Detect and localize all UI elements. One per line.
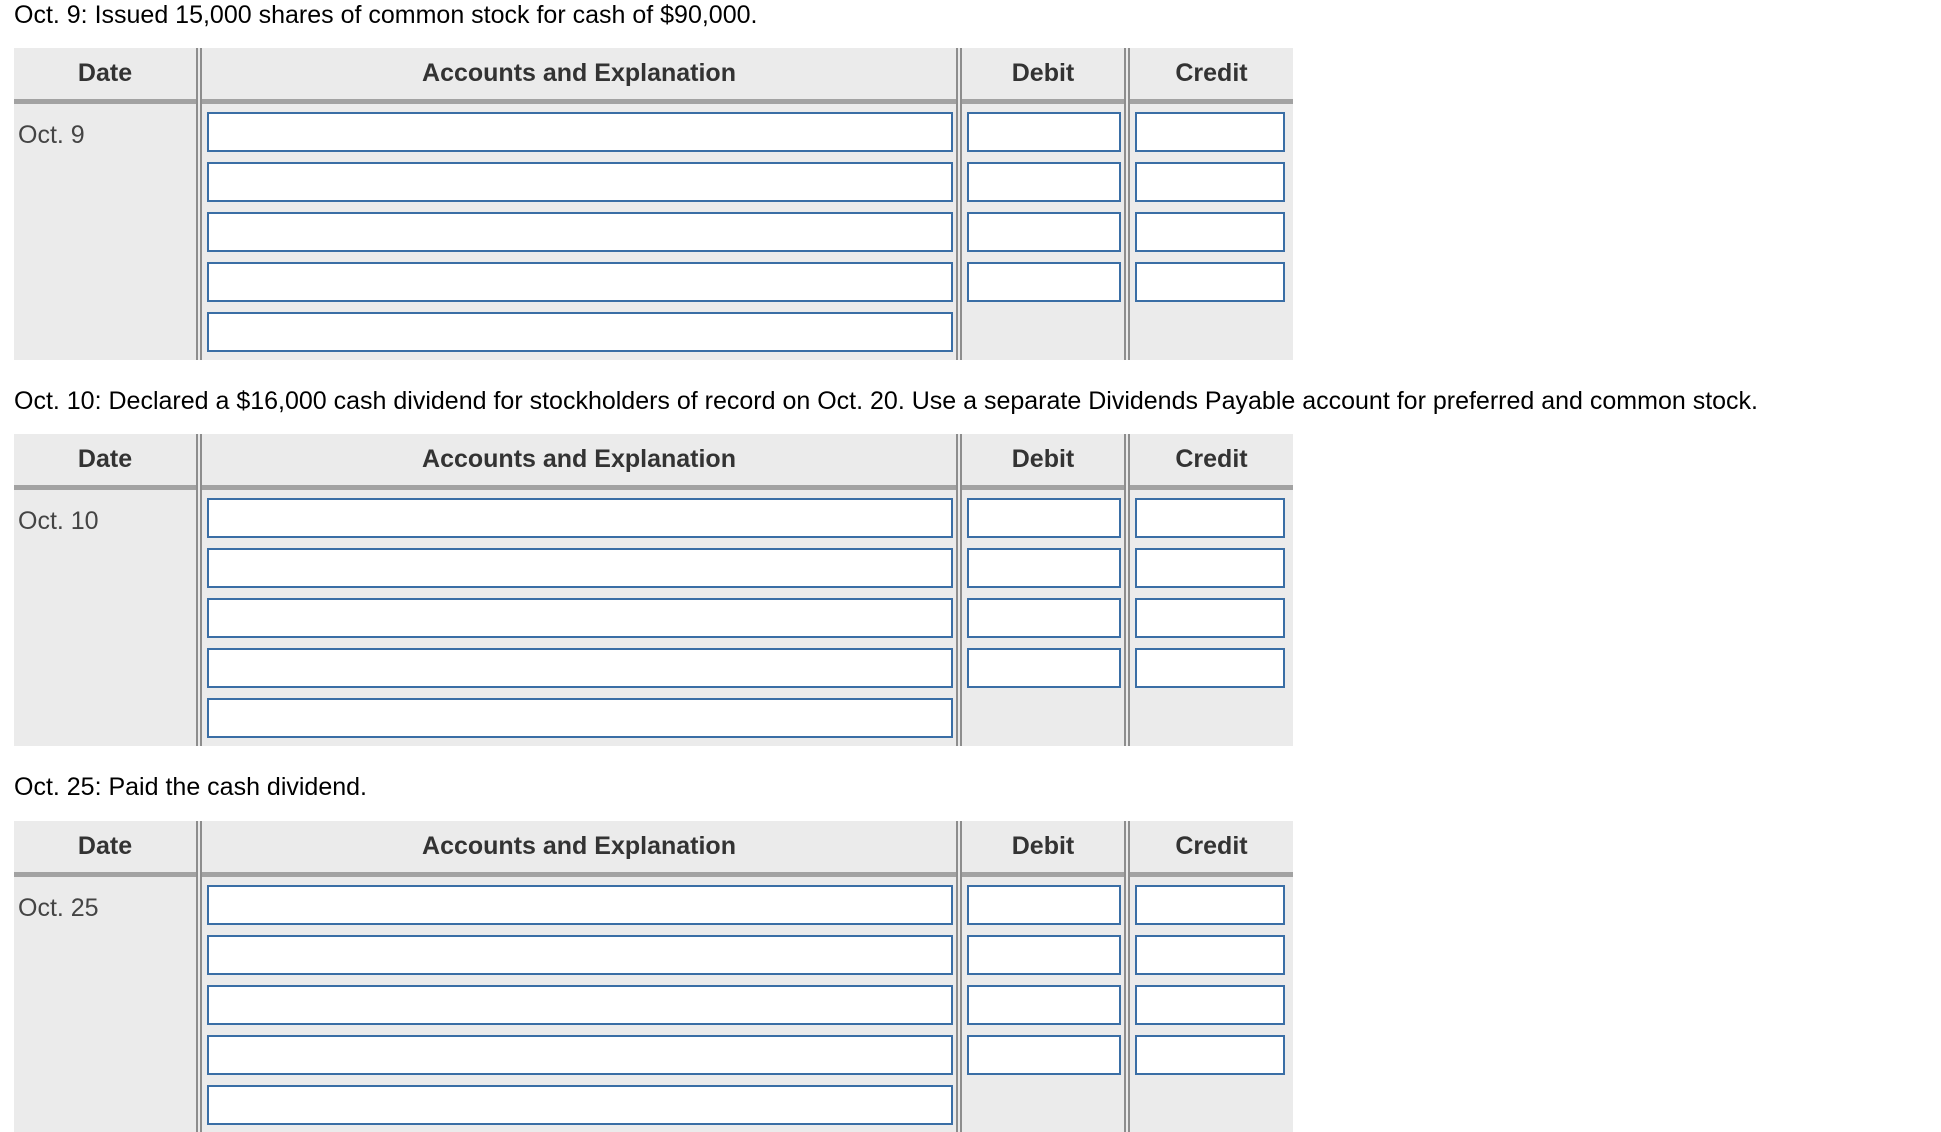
- journal-table: [14, 821, 1293, 1132]
- credit-input[interactable]: [1135, 648, 1285, 688]
- explanation-input[interactable]: [207, 698, 953, 738]
- account-input[interactable]: [207, 212, 953, 252]
- debit-column-header: Debit: [1011, 445, 1075, 473]
- credit-input[interactable]: [1135, 548, 1285, 588]
- account-input[interactable]: [207, 885, 953, 925]
- account-input[interactable]: [207, 598, 953, 638]
- date-column-header: Date: [77, 59, 133, 87]
- credit-column-header: Credit: [1175, 445, 1248, 473]
- credit-input[interactable]: [1135, 112, 1285, 152]
- credit-input[interactable]: [1135, 935, 1285, 975]
- credit-input[interactable]: [1135, 498, 1285, 538]
- credit-input[interactable]: [1135, 212, 1285, 252]
- explanation-input[interactable]: [207, 1085, 953, 1125]
- accounts-column-header: Accounts and Explanation: [422, 832, 736, 860]
- debit-input[interactable]: [967, 885, 1121, 925]
- account-input[interactable]: [207, 498, 953, 538]
- column-divider: [956, 821, 962, 1132]
- credit-input[interactable]: [1135, 162, 1285, 202]
- entry-prompt: Oct. 25: Paid the cash dividend.: [14, 773, 367, 801]
- column-divider: [196, 48, 202, 360]
- entry-date: Oct. 10: [18, 507, 99, 535]
- account-input[interactable]: [207, 935, 953, 975]
- debit-column-header: Debit: [1011, 832, 1075, 860]
- entry-prompt: Oct. 9: Issued 15,000 shares of common stock for cash of $90,000.: [14, 1, 758, 29]
- date-column-header: Date: [77, 832, 133, 860]
- credit-input[interactable]: [1135, 1035, 1285, 1075]
- header-divider: [14, 485, 1293, 490]
- column-divider: [956, 48, 962, 360]
- column-divider: [1124, 821, 1130, 1132]
- debit-input[interactable]: [967, 212, 1121, 252]
- debit-input[interactable]: [967, 162, 1121, 202]
- account-input[interactable]: [207, 262, 953, 302]
- account-input[interactable]: [207, 162, 953, 202]
- credit-input[interactable]: [1135, 262, 1285, 302]
- column-divider: [1124, 434, 1130, 746]
- credit-input[interactable]: [1135, 885, 1285, 925]
- journal-table: [14, 48, 1293, 360]
- account-input[interactable]: [207, 648, 953, 688]
- debit-input[interactable]: [967, 648, 1121, 688]
- debit-input[interactable]: [967, 498, 1121, 538]
- header-divider: [14, 99, 1293, 104]
- account-input[interactable]: [207, 548, 953, 588]
- account-input[interactable]: [207, 112, 953, 152]
- column-divider: [1124, 48, 1130, 360]
- debit-input[interactable]: [967, 935, 1121, 975]
- account-input[interactable]: [207, 985, 953, 1025]
- debit-input[interactable]: [967, 598, 1121, 638]
- column-divider: [196, 821, 202, 1132]
- debit-input[interactable]: [967, 548, 1121, 588]
- credit-input[interactable]: [1135, 985, 1285, 1025]
- column-divider: [196, 434, 202, 746]
- accounts-column-header: Accounts and Explanation: [422, 445, 736, 473]
- credit-column-header: Credit: [1175, 832, 1248, 860]
- debit-input[interactable]: [967, 985, 1121, 1025]
- debit-input[interactable]: [967, 1035, 1121, 1075]
- accounts-column-header: Accounts and Explanation: [422, 59, 736, 87]
- entry-prompt: Oct. 10: Declared a $16,000 cash dividend for stockholders of record on Oct. 20. Use a separate Dividends Payable account for preferred and common stock.: [14, 387, 1758, 415]
- entry-date: Oct. 9: [18, 121, 85, 149]
- journal-table: [14, 434, 1293, 746]
- entry-date: Oct. 25: [18, 894, 99, 922]
- debit-column-header: Debit: [1011, 59, 1075, 87]
- date-column-header: Date: [77, 445, 133, 473]
- credit-column-header: Credit: [1175, 59, 1248, 87]
- account-input[interactable]: [207, 1035, 953, 1075]
- debit-input[interactable]: [967, 112, 1121, 152]
- debit-input[interactable]: [967, 262, 1121, 302]
- column-divider: [956, 434, 962, 746]
- credit-input[interactable]: [1135, 598, 1285, 638]
- header-divider: [14, 872, 1293, 877]
- explanation-input[interactable]: [207, 312, 953, 352]
